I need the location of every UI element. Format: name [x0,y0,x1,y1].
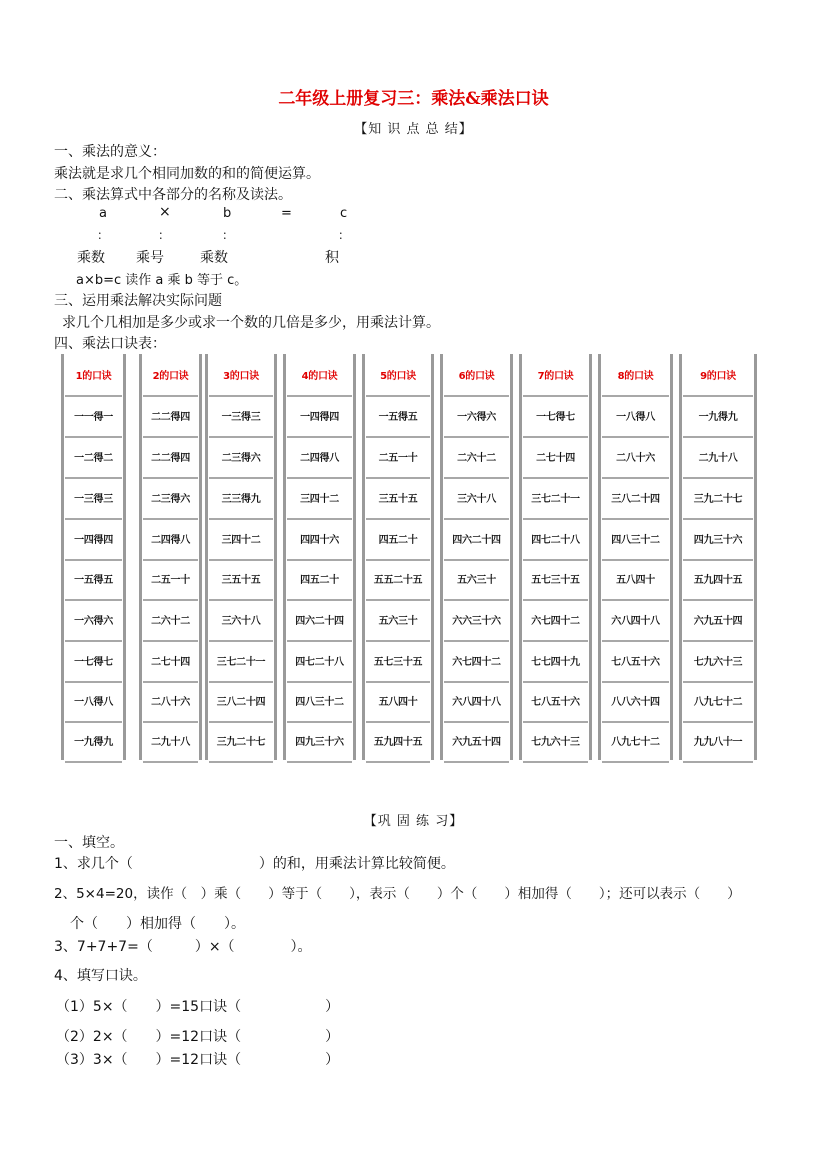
name-multiplier-a: 乘数 [77,250,105,266]
table-column-1 [61,354,126,760]
table-cell: 一三得三 [209,395,273,438]
table-cell: 四六二十四 [287,599,352,642]
table-cell: 一二得二 [65,436,122,479]
table-cell: 六六三十六 [444,599,509,642]
table-cell: 一三得三 [65,477,122,520]
table-cell: 一六得六 [444,395,509,438]
table-cell: 三九二十七 [683,477,753,520]
table-cell: 二五一十 [143,558,198,601]
name-times-sign: 乘号 [136,250,164,266]
table-cell: 六七四十二 [523,599,588,642]
table-cell: 二四得八 [143,518,198,561]
table-column-3 [205,354,277,760]
question-2-line2: 个（ ）相加得（ ）。 [70,916,245,932]
table-cell: 六八四十八 [444,680,509,723]
fill-in-heading: 一、填空。 [54,835,124,851]
table-cell: 四四十六 [287,518,352,561]
column-right-border [589,354,592,760]
table-cell: 八九七十二 [683,680,753,723]
table-header-cell: 6的口诀 [444,354,509,397]
formula-times: × [159,204,171,220]
table-cell: 一四得四 [287,395,352,438]
table-cell: 七九六十三 [683,640,753,683]
question-4-item-3: （3）3×（ ）=12口诀（ ） [56,1052,340,1068]
table-header-cell: 2的口诀 [143,354,198,397]
table-cell: 三四十二 [287,477,352,520]
formula-c: c [340,206,348,221]
column-left-border [61,354,64,760]
table-cell: 六九五十四 [683,599,753,642]
table-header-cell: 8的口诀 [602,354,669,397]
formula-a: a [99,206,107,221]
table-cell: 一五得五 [65,558,122,601]
table-column-5 [362,354,434,760]
table-cell: 二九十八 [143,720,198,763]
table-cell: 一六得六 [65,599,122,642]
table-cell: 五七三十五 [523,558,588,601]
colon-b: ： [222,228,235,242]
column-left-border [362,354,365,760]
table-cell: 七八五十六 [602,640,669,683]
column-left-border [679,354,682,760]
column-right-border [754,354,757,760]
table-cell: 二七十四 [523,436,588,479]
column-left-border [205,354,208,760]
table-cell: 二八十六 [143,680,198,723]
question-4-item-1: （1）5×（ ）=15口诀（ ） [56,999,340,1015]
table-cell: 一七得七 [65,640,122,683]
table-cell: 五八四十 [602,558,669,601]
table-column-8 [598,354,673,760]
table-header-cell: 9的口诀 [683,354,753,397]
question-4-item-2: （2）2×（ ）=12口诀（ ） [56,1029,340,1045]
table-cell: 三五十五 [366,477,430,520]
column-left-border [283,354,286,760]
table-cell: 四六二十四 [444,518,509,561]
column-right-border [199,354,202,760]
column-right-border [353,354,356,760]
table-cell: 二六十二 [143,599,198,642]
table-cell: 三八二十四 [209,680,273,723]
column-left-border [440,354,443,760]
table-heading: 四、乘法口诀表： [54,336,166,352]
column-right-border [123,354,126,760]
section-summary-heading: 【知 识 点 总 结】 [354,122,473,137]
table-cell: 八八六十四 [602,680,669,723]
column-left-border [519,354,522,760]
table-column-4 [283,354,356,760]
table-column-9 [679,354,757,760]
table-cell: 一五得五 [366,395,430,438]
table-cell: 一八得八 [602,395,669,438]
table-cell: 三七二十一 [209,640,273,683]
table-column-2 [139,354,202,760]
question-1: 1、求几个（ ）的和，用乘法计算比较简便。 [54,856,455,872]
application-heading: 三、运用乘法解决实际问题 [54,293,222,309]
table-cell: 四五二十 [366,518,430,561]
table-cell: 四七二十八 [523,518,588,561]
table-cell: 三八二十四 [602,477,669,520]
table-cell: 三三得九 [209,477,273,520]
table-cell: 五九四十五 [366,720,430,763]
column-right-border [431,354,434,760]
table-cell: 二三得六 [143,477,198,520]
formula-eq: = [281,206,292,221]
question-4-heading: 4、填写口诀。 [54,968,147,984]
table-cell: 四八三十二 [602,518,669,561]
column-right-border [510,354,513,760]
application-text: 求几个几相加是多少或求一个数的几倍是多少，用乘法计算。 [62,315,440,331]
table-cell: 五九四十五 [683,558,753,601]
table-cell: 五五二十五 [366,558,430,601]
table-cell: 二六十二 [444,436,509,479]
table-cell: 八九七十二 [602,720,669,763]
table-cell: 一九得九 [65,720,122,763]
multiplication-table [61,354,764,760]
table-cell: 二二得四 [143,436,198,479]
column-left-border [598,354,601,760]
table-cell: 二五一十 [366,436,430,479]
table-cell: 四八三十二 [287,680,352,723]
table-cell: 二七十四 [143,640,198,683]
table-cell: 六九五十四 [444,720,509,763]
table-cell: 一九得九 [683,395,753,438]
table-cell: 五七三十五 [366,640,430,683]
column-right-border [274,354,277,760]
table-cell: 五八四十 [366,680,430,723]
table-cell: 七八五十六 [523,680,588,723]
table-cell: 四九三十六 [287,720,352,763]
table-cell: 七九六十三 [523,720,588,763]
name-multiplier-b: 乘数 [200,250,228,266]
table-cell: 二八十六 [602,436,669,479]
colon-times: ： [158,228,171,242]
table-cell: 二九十八 [683,436,753,479]
table-cell: 二二得四 [143,395,198,438]
table-cell: 二四得八 [287,436,352,479]
table-header-cell: 4的口诀 [287,354,352,397]
table-cell: 三四十二 [209,518,273,561]
table-cell: 一一得一 [65,395,122,438]
table-header-cell: 3的口诀 [209,354,273,397]
name-product: 积 [325,250,339,266]
page-title: 二年级上册复习三：乘法&乘法口诀 [278,89,549,109]
meaning-heading: 一、乘法的意义： [54,144,166,160]
question-3: 3、7+7+7=（ ）×（ ）。 [54,939,312,955]
table-column-6 [440,354,513,760]
table-header-cell: 5的口诀 [366,354,430,397]
table-cell: 三九二十七 [209,720,273,763]
table-cell: 四九三十六 [683,518,753,561]
table-cell: 一七得七 [523,395,588,438]
table-column-7 [519,354,592,760]
table-cell: 九九八十一 [683,720,753,763]
table-cell: 二三得六 [209,436,273,479]
table-cell: 一四得四 [65,518,122,561]
table-cell: 四五二十 [287,558,352,601]
colon-a: ： [97,228,110,242]
table-cell: 三六十八 [444,477,509,520]
table-cell: 三五十五 [209,558,273,601]
formula-b: b [223,206,232,221]
table-cell: 一八得八 [65,680,122,723]
reading-rule: a×b=c 读作 a 乘 b 等于 c。 [76,273,248,288]
table-cell: 七七四十九 [523,640,588,683]
section-practice-heading: 【巩 固 练 习】 [363,814,464,829]
table-cell: 六八四十八 [602,599,669,642]
table-cell: 六七四十二 [444,640,509,683]
column-right-border [670,354,673,760]
colon-c: ： [338,228,351,242]
table-cell: 三七二十一 [523,477,588,520]
table-header-cell: 1的口诀 [65,354,122,397]
table-cell: 三六十八 [209,599,273,642]
meaning-text: 乘法就是求几个相同加数的和的简便运算。 [54,166,320,182]
table-cell: 五六三十 [444,558,509,601]
table-cell: 五六三十 [366,599,430,642]
table-header-cell: 7的口诀 [523,354,588,397]
table-cell: 四七二十八 [287,640,352,683]
question-2-line1: 2、5×4=20，读作（ ）乘（ ）等于（ ），表示（ ）个（ ）相加得（ ）；还可以表示（ ） [54,886,741,902]
parts-heading: 二、乘法算式中各部分的名称及读法。 [54,187,292,203]
column-left-border [139,354,142,760]
